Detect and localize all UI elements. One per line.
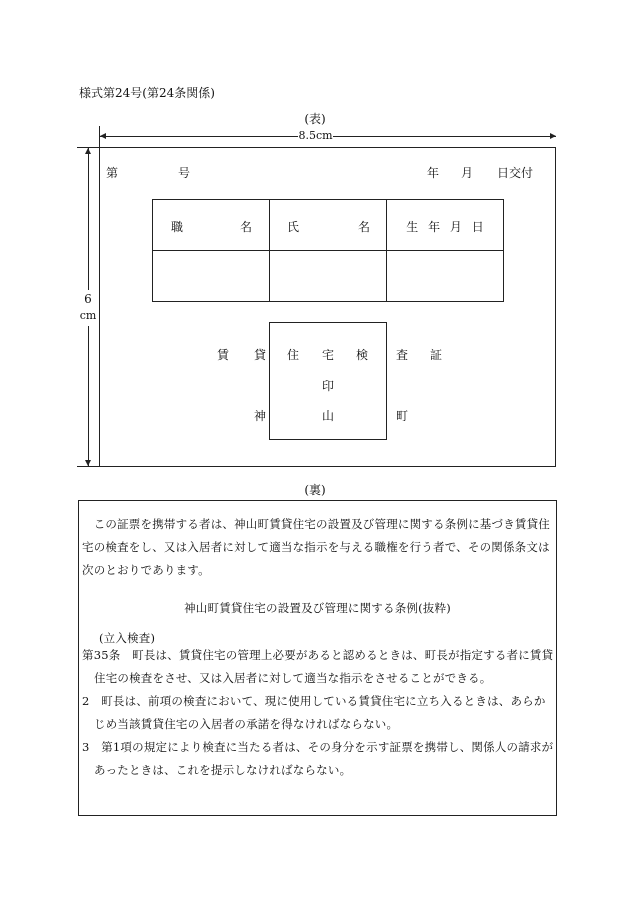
issuer-char: 神 <box>254 409 267 423</box>
cert-char: 貸 <box>254 348 267 362</box>
header-name-a: 氏 <box>287 220 300 234</box>
issuer-char: 町 <box>396 409 409 423</box>
intro-line: 宅の検査をし、又は入居者に対して適当な指示を与える職権を行う者で、その関係条文は <box>82 540 550 554</box>
front-heading: (表) <box>304 112 326 126</box>
height-dim-value: 6 <box>84 292 92 306</box>
header-title-b: 名 <box>240 220 253 234</box>
back-heading: (裏) <box>304 483 326 497</box>
width-arrow-left <box>100 133 106 139</box>
dim-tick-bottom <box>77 466 99 467</box>
number-prefix: 第 <box>106 166 119 180</box>
seal-char: 印 <box>322 379 335 393</box>
width-dim-line-right <box>333 136 556 137</box>
width-dim-label: 8.5cm <box>298 129 333 142</box>
intro-line: この証票を携帯する者は、神山町賃貸住宅の設置及び管理に関する条例に基づき賃貸住 <box>82 517 550 531</box>
cert-char: 賃 <box>217 348 230 362</box>
cert-char: 住 <box>287 348 300 362</box>
paragraph-3-line: あったときは、これを提示しなければならない。 <box>94 763 352 777</box>
height-arrow-bottom <box>85 460 91 466</box>
header-birth: 生 年 月 日 <box>406 220 484 234</box>
height-arrow-top <box>85 148 91 154</box>
cert-char: 検 <box>356 348 369 362</box>
holder-table-row-divider <box>152 250 504 251</box>
article-35-line: 住宅の検査をさせ、又は入居者に対して適当な指示をさせることができる。 <box>94 671 492 685</box>
height-dim-unit: cm <box>79 309 97 322</box>
article-35-line: 第35条 町長は、賃貸住宅の管理上必要があると認めるときは、町長が指定する者に賃貸 <box>82 648 554 662</box>
cert-char: 証 <box>430 348 443 362</box>
excerpt-title: 神山町賃貸住宅の設置及び管理に関する条例(抜粋) <box>184 601 451 615</box>
cert-char: 査 <box>396 348 409 362</box>
holder-table-col-divider-2 <box>386 199 387 302</box>
header-title-a: 職 <box>171 220 184 234</box>
cert-char: 宅 <box>322 348 335 362</box>
width-arrow-right <box>550 133 556 139</box>
holder-table-col-divider-1 <box>269 199 270 302</box>
issuer-char: 山 <box>322 409 335 423</box>
form-label: 様式第24号(第24条関係) <box>79 86 215 100</box>
paragraph-2-line: 2 町長は、前項の検査において、現に使用している賃貸住宅に立ち入るときは、あらか <box>82 694 546 708</box>
date-issued: 日交付 <box>497 166 534 180</box>
article-caption: (立入検査) <box>99 631 156 645</box>
width-dim-line-left <box>100 136 298 137</box>
date-year: 年 <box>427 166 440 180</box>
paragraph-3-line: 3 第1項の規定により検査に当たる者は、その身分を示す証票を携帯し、関係人の請求が <box>82 740 554 754</box>
paragraph-2-line: じめ当該賃貸住宅の入居者の承諾を得なければならない。 <box>94 717 399 731</box>
number-suffix: 号 <box>178 166 191 180</box>
header-name-b: 名 <box>358 220 371 234</box>
height-dim-line-bottom <box>88 326 89 466</box>
intro-line: 次のとおりであります。 <box>82 563 210 577</box>
height-dim-line-top <box>88 148 89 290</box>
date-month: 月 <box>461 166 474 180</box>
